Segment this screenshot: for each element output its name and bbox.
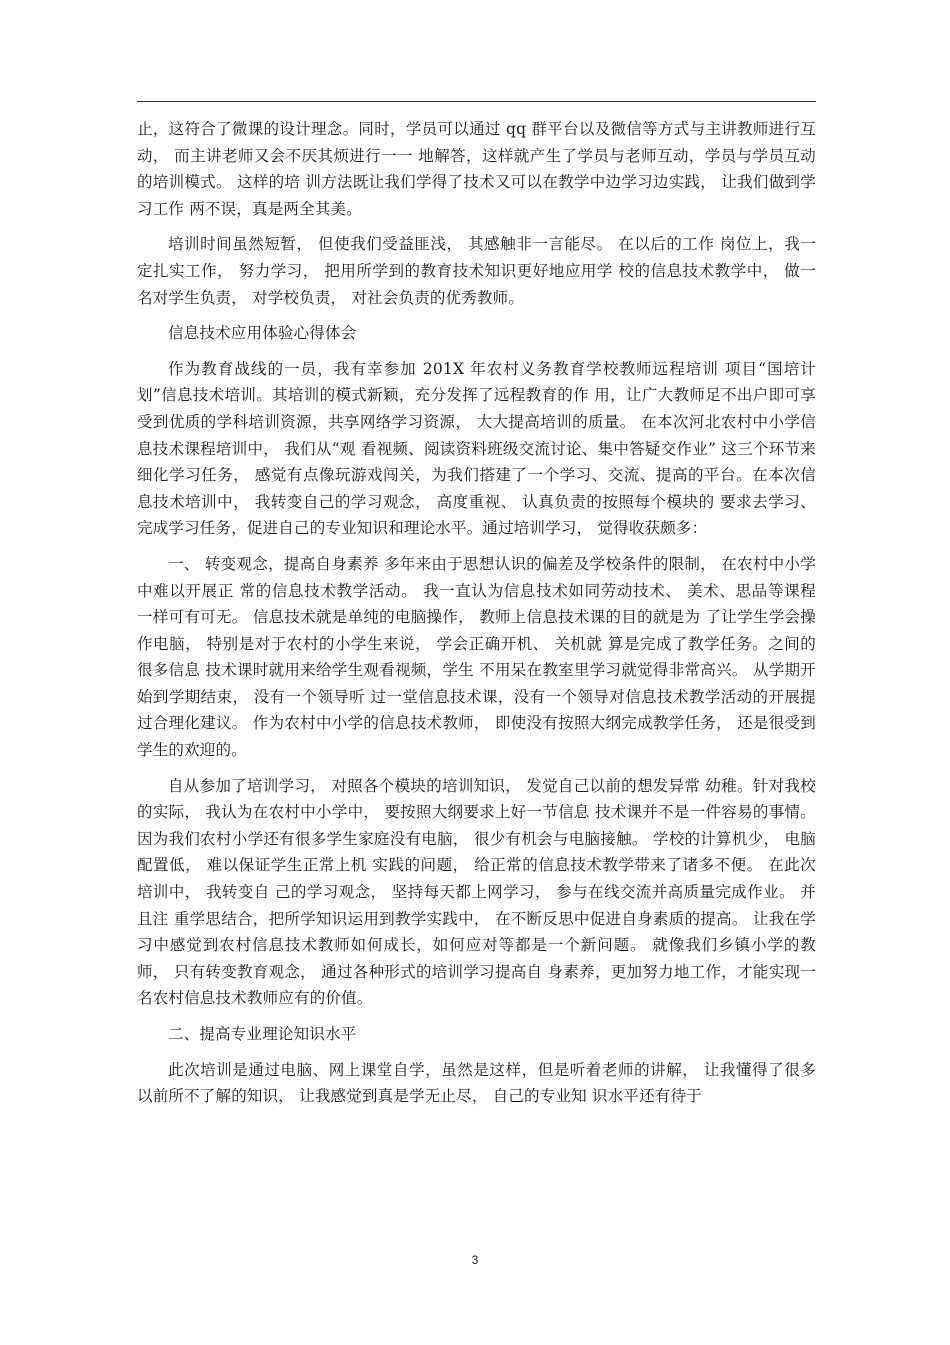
paragraph-training-reflection: 培训时间虽然短暂， 但使我们受益匪浅， 其感触非一言能尽。 在以后的工作 岗位上，我一定扎实工作， 努力学习， 把用所学到的教育技术知识更好地应用学 校的信息技术教学中， 做一名对学生负责， 对学校负责， 对社会负责的优秀教师。 [137,235,816,307]
paragraph-self-reflection: 自从参加了培训学习， 对照各个模块的培训知识， 发觉自己以前的想发异常 幼稚。针对我校的实际， 我认为在农村中小学中， 要按照大纲要求上好一节信息 技术课并不是一件容易的事情。因为我们农村小学还有很多学生家庭没有电脑， 很少有机会与电脑接触。 学校的计算机少， 电脑配置低， 难以保证学生正常上机 实践的问题， 给正常的信息技术教学带来了诸多不便。 在此次培训中， 我转变自 己的学习观念， 坚持每天都上网学习， 参与在线交流并高质量完成作业。 并且注 重学思结合，把所学知识运用到教学实践中， 在不断反思中促进自身素质的提高。 让我在学习中感觉到农村信息技术教师如何成长，如何应对等都是一个新问题。 就像我们乡镇小学的教师， 只有转变教育观念， 通过各种形式的培训学习提高自 身素养，更加努力地工作，才能实现一名农村信息技术教师应有的价值。 [137,776,816,1008]
document-body [137,116,816,1119]
section-title: 信息技术应用体验心得体会 [168,324,357,343]
header-rule [137,101,816,102]
page-number: 3 [471,1253,479,1267]
paragraph-intro: 作为教育战线的一员，我有幸参加 201X 年农村义务教育学校教师远程培训 项目“国培计划”信息技术培训。其培训的模式新颖，充分发挥了远程教育的作 用，让广大教师足不出户即可享受到优质的学科培训资源，共享网络学习资源， 大大提高培训的质量。 在本次河北农村中小学信息技术课程培训中， 我们从“观 看视频、阅读资料班级交流讨论、集中答疑交作业” 这三个环节来细化学习任务， 感觉有点像玩游戏闯关，为我们搭建了一个学习、交流、提高的平台。在本次信 息技术培训中， 我转变自己的学习观念， 高度重视、 认真负责的按照每个模块的 要求去学习、完成学习任务，促进自己的专业知识和理论水平。通过培训学习， 觉得收获颇多： [137,359,816,538]
paragraph-point-two: 此次培训是通过电脑、网上课堂自学，虽然是这样，但是听着老师的讲解， 让我懂得了很多以前所不了解的知识， 让我感觉到真是学无止尽， 自己的专业知 识水平还有待于 [137,1060,816,1106]
paragraph-continued: 止，这符合了微课的设计理念。同时，学员可以通过 qq 群平台以及微信等方式与主讲教师进行互动， 而主讲老师又会不厌其烦进行一一 地解答，这样就产生了学员与老师互动，学员与学员互动的培训模式。 这样的培 训方法既让我们学得了技术又可以在教学中边学习边实践， 让我们做到学习工作 两不误，真是两全其美。 [137,120,816,218]
section-heading-two: 二、提高专业理论知识水平 [168,1025,357,1043]
paragraph-point-one: 一、 转变观念，提高自身素养 多年来由于思想认识的偏差及学校条件的限制， 在农村中小学中难以开展正 常的信息技术教学活动。 我一直认为信息技术如同劳动技术、 美术、思品等课程 一样可有可无。 信息技术就是单纯的电脑操作， 教师上信息技术课的目的就是为 了让学生学会操作电脑， 特别是对于农村的小学生来说， 学会正确开机、 关机就 算是完成了教学任务。之间的很多信息 技术课时就用来给学生观看视频，学生 不用呆在教室里学习就觉得非常高兴。 从学期开始到学期结束， 没有一个领导听 过一堂信息技术课，没有一个领导对信息技术教学活动的开展提过合理化建议。 作为农村中小学的信息技术教师， 即使没有按照大纲完成教学任务， 还是很受到 学生的欢迎的。 [137,554,816,760]
